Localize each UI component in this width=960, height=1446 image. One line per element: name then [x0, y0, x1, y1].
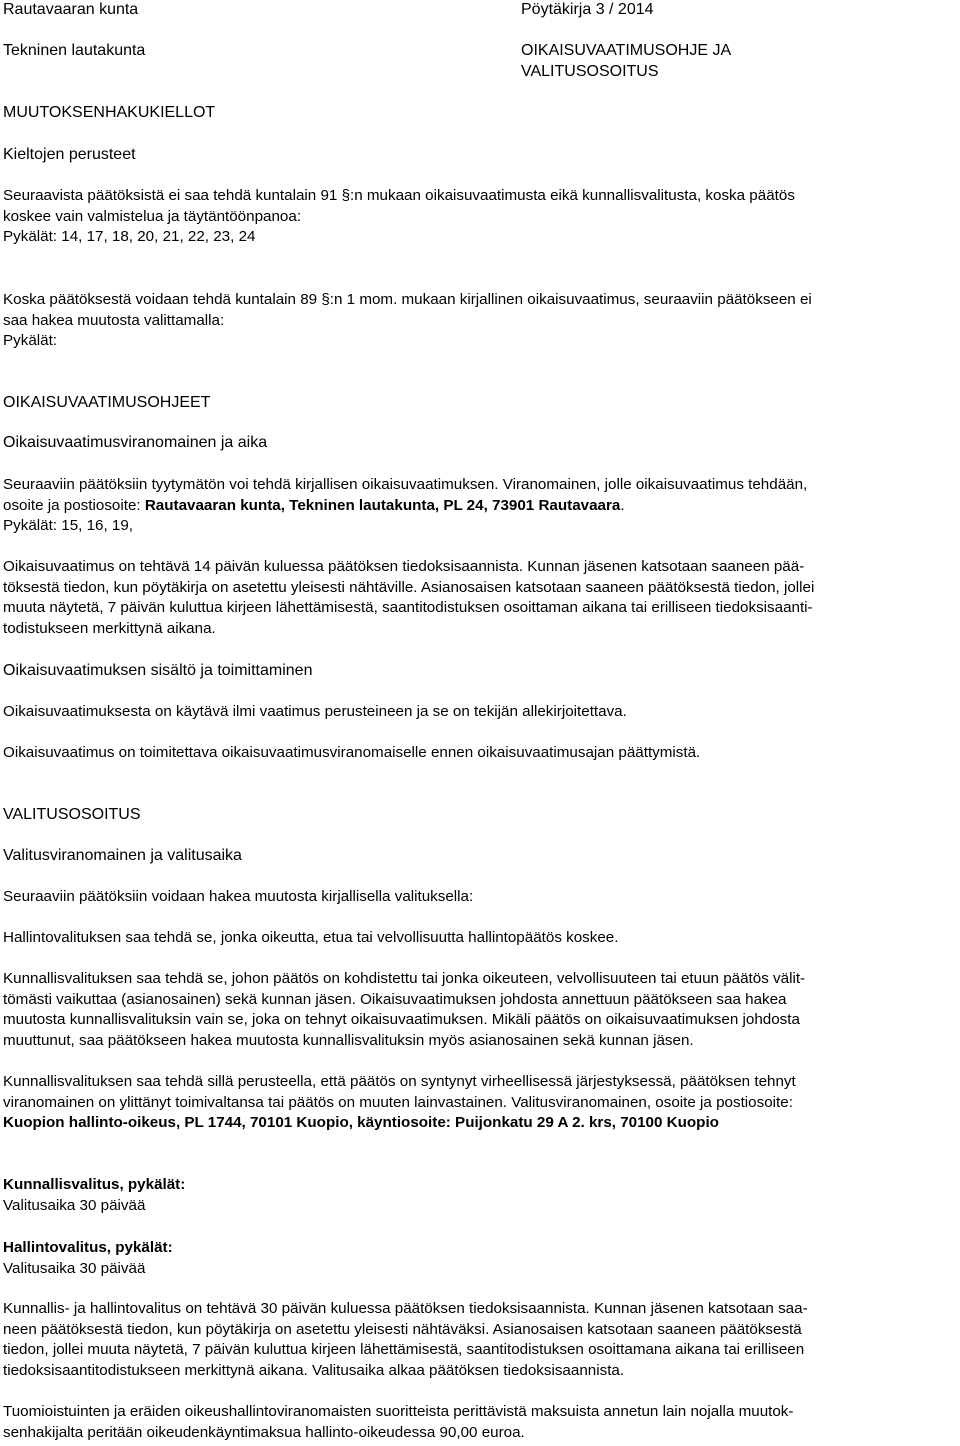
appeal-paragraph-3: Kunnallisvalituksen saa tehdä se, johon päätös on kohdistettu tai jonka oikeuteen, velvollisuuteen tai etuun päätös välit- tömästi vaikuttaa (asianosainen) sekä kunnan jäsen. Oikaisuvaatimuksen johdosta annettuun päätökseen saa hakea muutosta kunnallisvalituksin vain se, joka on tehnyt oikaisuvaatimuksen. Mikäli päätös on oikaisuvaatimuksen johdosta muuttunut, saa päätökseen hakea muutosta kunnallisvalituksin myös asianosainen sekä kunnan jäsen.	[3, 970, 806, 1049]
administrative-appeal-block	[3, 1238, 948, 1279]
rectification-paragraph-3: Oikaisuvaatimuksesta on käytävä ilmi vaatimus perusteineen ja se on tekijän allekirjoitettava.	[3, 703, 627, 720]
municipal-appeal-block	[3, 1175, 948, 1216]
appeal-ban-heading: MUUTOKSENHAKUKIELLOT	[3, 104, 216, 121]
municipal-appeal-time: Valitusaika 30 päivää	[3, 1196, 146, 1214]
appeal-authority-address: Kuopion hallinto-oikeus, PL 1744, 70101 Kuopio, käyntiosoite: Puijonkatu 29 A 2. krs, 70100 Kuopio	[3, 1114, 719, 1131]
board-name: Tekninen lautakunta	[3, 42, 146, 59]
appeal-paragraph-4: Kunnallisvalituksen saa tehdä sillä perusteella, että päätös on syntynyt virheellisessä järjestyksessä, päätöksen tehnyt viranomainen on ylittänyt toimivaltansa tai päätös on muuten lainvastainen. Valitusviranomainen, osoite ja postiosoite: Kuopion hallinto-oikeus, PL 1744, 70101 Kuopio, käyntiosoite: Puijonkatu 29 A 2. krs, 70100 Kuopio	[3, 1072, 948, 1134]
appeal-authority-subheading: Valitusviranomainen ja valitusaika	[3, 847, 242, 864]
rectification-heading: OIKAISUVAATIMUSOHJEET	[3, 394, 211, 411]
appeal-ban-paragraph-2: Koska päätöksestä voidaan tehdä kuntalain 89 §:n 1 mom. mukaan kirjallinen oikaisuvaatimus, seuraaviin päätökseen ei saa hakea muutosta valittamalla: Pykälät:	[3, 291, 812, 349]
appeal-paragraph-6: Tuomioistuinten ja eräiden oikeushallintoviranomaisten suoritteista perittävistä maksuista annetun lain nojalla muutok- senhakijalta peritään oikeudenkäyntimaksua hallinto-oikeudessa 90,00 euroa.	[3, 1403, 794, 1441]
rectification-paragraph-2: Oikaisuvaatimus on tehtävä 14 päivän kuluessa päätöksen tiedoksisaannista. Kunnan jäsenen katsotaan saaneen pää- töksestä tiedon, kun pöytäkirja on asetettu yleisesti nähtäville. Asianosaisen katsotaan saaneen päätöksestä tiedon, jollei muuta näytetä, 7 päivän kuluttua kirjeen lähettämisestä, saantitodistuksen osoittaman aikana tai erilliseen tiedoksisaanti- todistukseen merkittynä aikana.	[3, 558, 815, 637]
appeal-paragraph-5: Kunnallis- ja hallintovalitus on tehtävä 30 päivän kuluessa päätöksen tiedoksisaannista. Kunnan jäsenen katsotaan saa- neen päätöksestä tiedon, kun pöytäkirja on asetettu yleisesti nähtäväksi. Asianosaisen katsotaan saaneen päätöksestä tiedon, jollei muuta näytetä, 7 päivän kuluttua kirjeen lähettämisestä, saantitodistuksen osoittamana aikana tai erilliseen tiedoksisaantitodistukseen merkittynä aikana. Valitusaika alkaa päätöksen tiedoksisaannista.	[3, 1300, 808, 1379]
appeal-ban-paragraph-1: Seuraavista päätöksistä ei saa tehdä kuntalain 91 §:n mukaan oikaisuvaatimusta eikä kunnallisvalitusta, koska päätös koskee vain valmistelua ja täytäntöönpanoa: Pykälät: 14, 17, 18, 20, 21, 22, 23, 24	[3, 187, 795, 245]
rectification-paragraph-1: Seuraaviin päätöksiin tyytymätön voi tehdä kirjallisen oikaisuvaatimuksen. Viranomainen, jolle oikaisuvaatimus tehdään, osoite ja postiosoite: Rautavaaran kunta, Tekninen lautakunta, PL 24, 73901 Rautavaara. Pykälät: 15, 16, 19,	[3, 476, 808, 534]
appeal-paragraph-1: Seuraaviin päätöksiin voidaan hakea muutosta kirjallisella valituksella:	[3, 888, 474, 905]
minutes-number: Pöytäkirja 3 / 2014	[521, 1, 654, 18]
administrative-appeal-label: Hallintovalitus, pykälät:	[3, 1239, 173, 1256]
appeal-heading: VALITUSOSOITUS	[3, 806, 141, 823]
rectification-authority-address: Rautavaaran kunta, Tekninen lautakunta, PL 24, 73901 Rautavaara	[144, 496, 621, 514]
municipality-name: Rautavaaran kunta	[3, 1, 139, 18]
rectification-paragraph-4: Oikaisuvaatimus on toimitettava oikaisuvaatimusviranomaiselle ennen oikaisuvaatimusajan päättymistä.	[3, 744, 701, 761]
appeal-paragraph-2: Hallintovalituksen saa tehdä se, jonka oikeutta, etua tai velvollisuutta hallintopäätös koskee.	[3, 929, 619, 946]
document-title-line2: VALITUSOSOITUS	[521, 63, 659, 80]
administrative-appeal-time: Valitusaika 30 päivää	[3, 1259, 146, 1277]
rectification-authority-subheading: Oikaisuvaatimusviranomainen ja aika	[3, 434, 268, 451]
appeal-ban-subheading: Kieltojen perusteet	[3, 146, 136, 163]
municipal-appeal-label: Kunnallisvalitus, pykälät:	[3, 1176, 186, 1193]
rectification-content-heading: Oikaisuvaatimuksen sisältö ja toimittaminen	[3, 662, 313, 679]
document-title-line1: OIKAISUVAATIMUSOHJE JA	[521, 42, 732, 59]
